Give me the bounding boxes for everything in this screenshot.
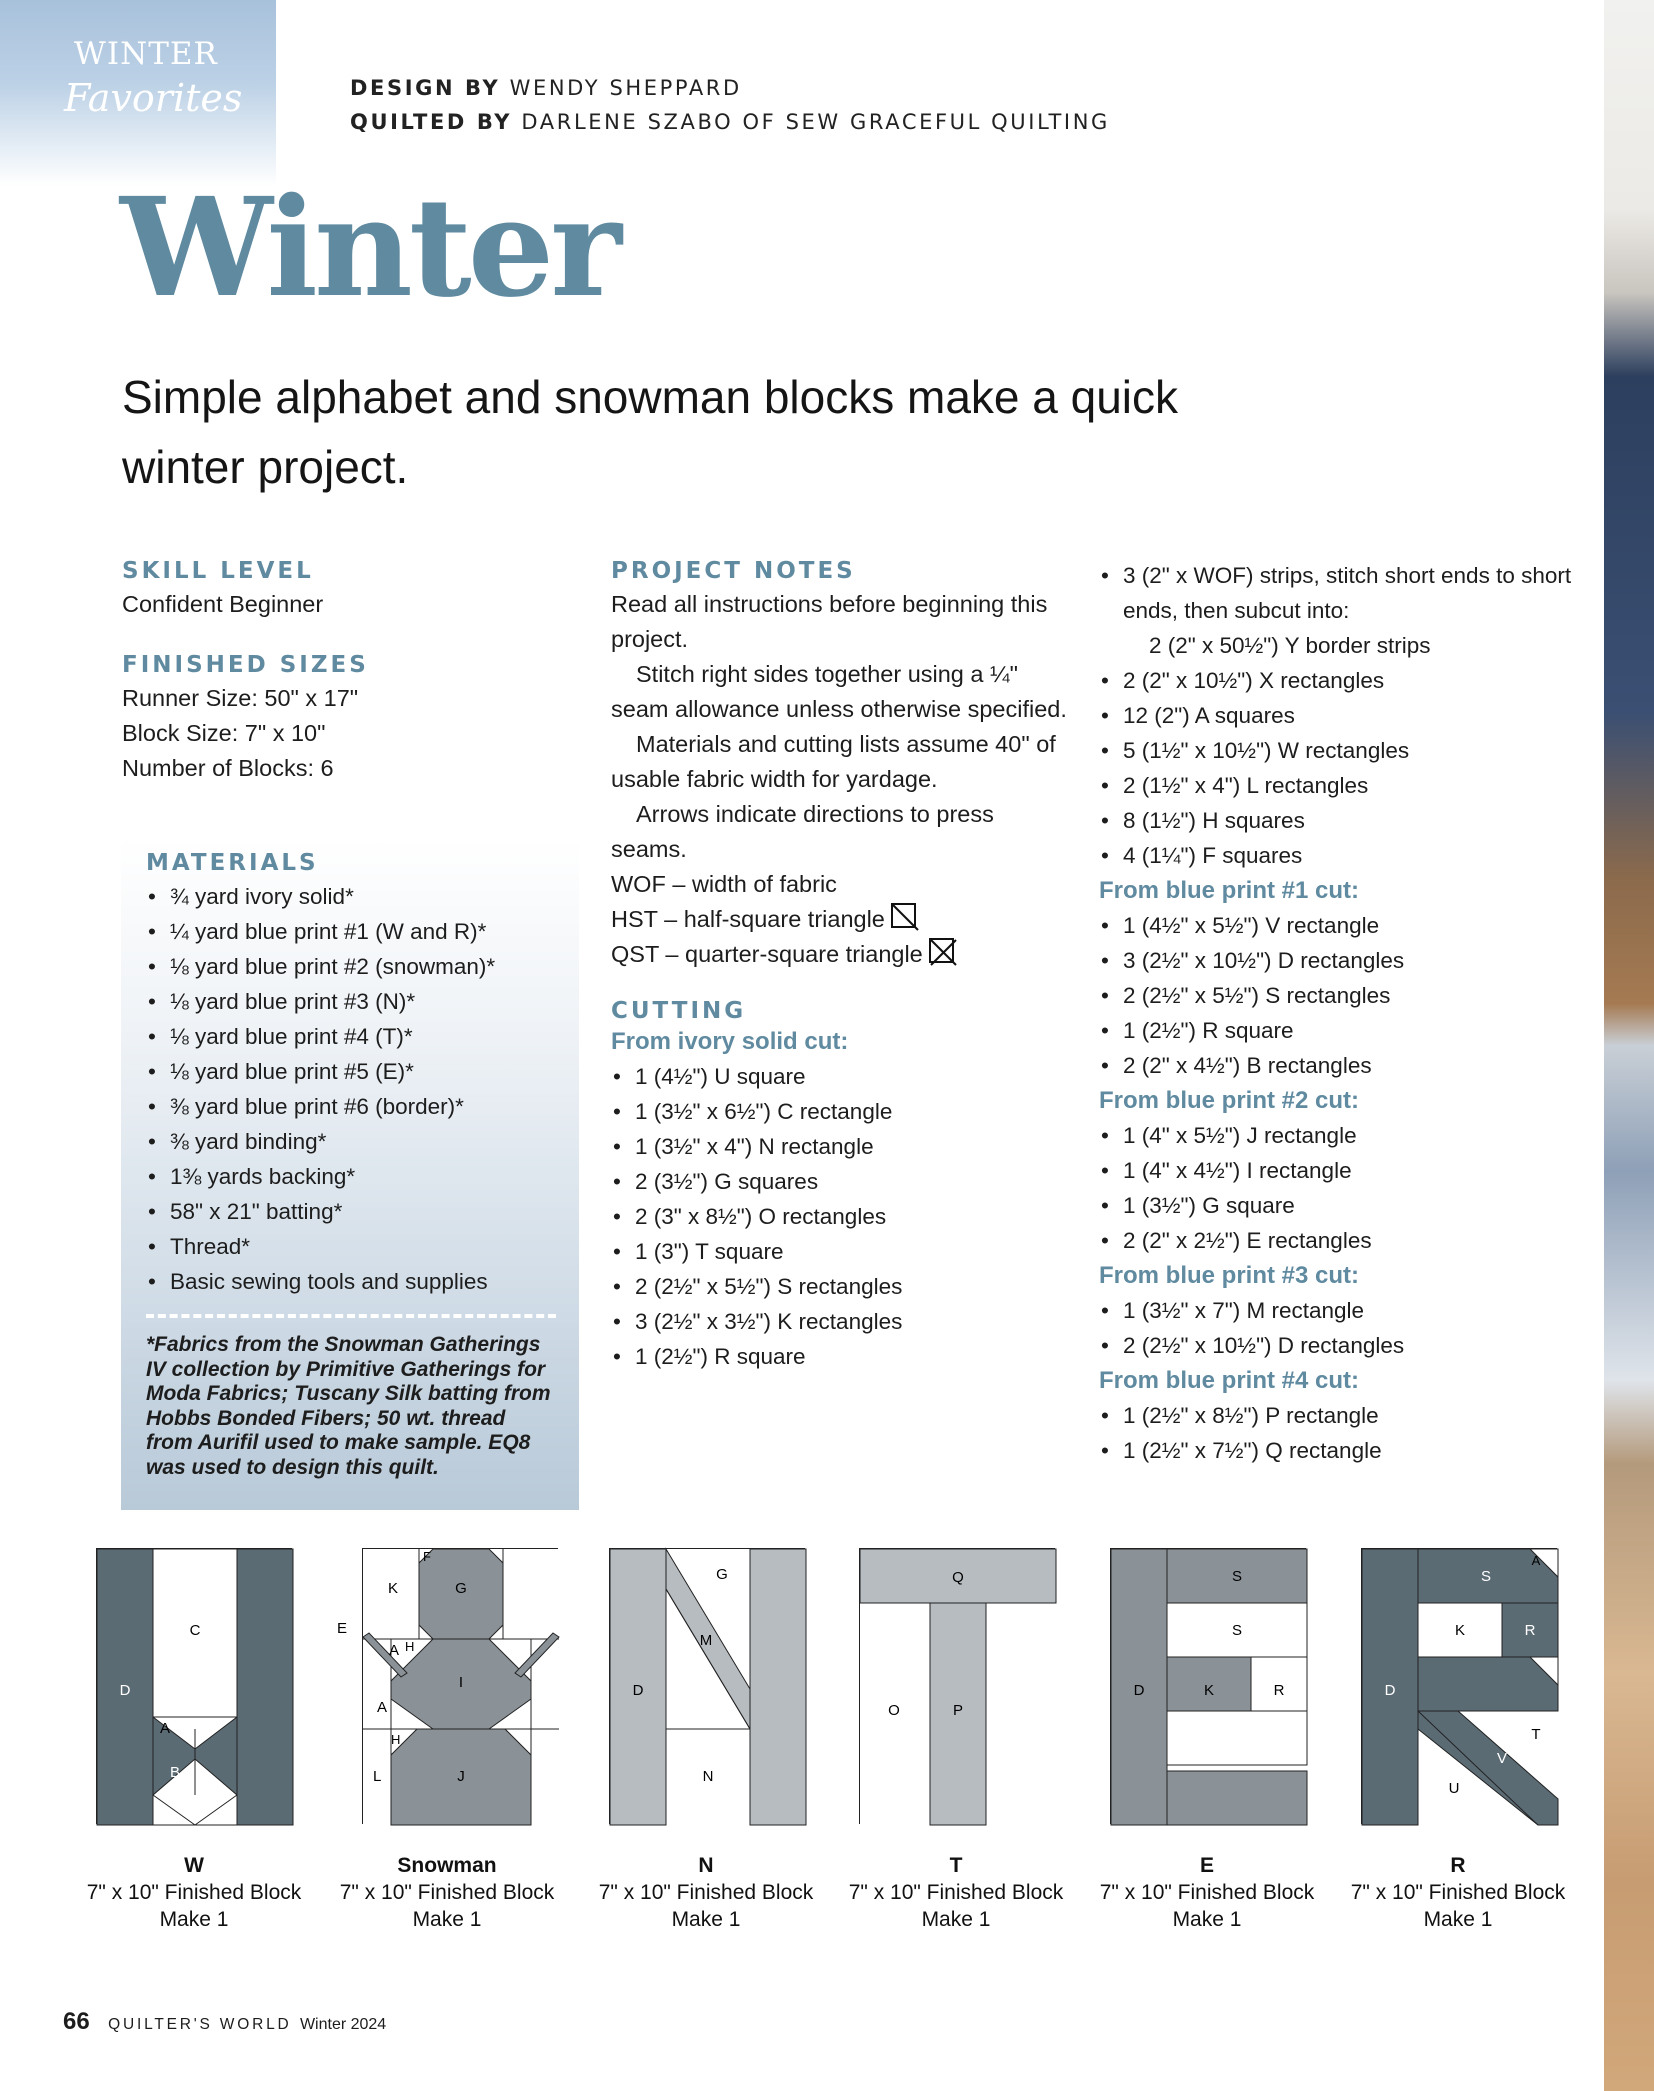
block-r-diagram xyxy=(1361,1548,1557,1824)
size-runner: Runner Size: 50" x 17" xyxy=(122,685,359,711)
label-s2: S xyxy=(1231,1622,1243,1639)
caption-r: R 7" x 10" Finished Block Make 1 xyxy=(1350,1854,1566,1931)
blue4-list xyxy=(1099,1398,1599,1468)
list-item: • ⅛ yard blue print #3 (N)* xyxy=(146,984,553,1019)
brand-corner xyxy=(0,0,276,186)
quilted-credit: QUILTED BY DARLENE SZABO OF SEW GRACEFUL QUILTING xyxy=(350,110,1110,134)
list-item: • ⅛ yard blue print #4 (T)* xyxy=(146,1019,553,1054)
list-item: • 3 (2½" x 3½") K rectangles xyxy=(611,1304,1071,1339)
list-item: • 1 (3½" x 4") N rectangle xyxy=(611,1129,1071,1164)
list-item: • 3 (2½" x 10½") D rectangles xyxy=(1099,943,1599,978)
list-item: • 2 (2½" x 10½") D rectangles xyxy=(1099,1328,1599,1363)
sizes-heading: FINISHED SIZES xyxy=(122,652,369,678)
skill-heading: SKILL LEVEL xyxy=(122,558,314,584)
label-f: F xyxy=(423,1549,431,1564)
label-r: R xyxy=(1524,1622,1536,1639)
ivory-heading: From ivory solid cut: xyxy=(611,1028,849,1055)
label-i: I xyxy=(458,1674,464,1691)
caption-n: N 7" x 10" Finished Block Make 1 xyxy=(598,1854,814,1931)
list-item: • 1 (3") T square xyxy=(611,1234,1071,1269)
label-a2: A xyxy=(377,1699,388,1716)
label-a: A xyxy=(159,1720,171,1737)
materials-box xyxy=(121,838,579,1510)
label-a1: A xyxy=(389,1642,400,1659)
list-item: • 1 (4" x 5½") J rectangle xyxy=(1099,1118,1599,1153)
blue2-heading: From blue print #2 cut: xyxy=(1099,1087,1360,1114)
issue: Winter 2024 xyxy=(299,2016,387,2033)
cutting-heading: CUTTING xyxy=(611,998,747,1024)
ivory-subcut: 2 (2" x 50½") Y border strips xyxy=(1149,633,1431,658)
design-credit: DESIGN BY WENDY SHEPPARD xyxy=(350,76,742,100)
label-s1: S xyxy=(1231,1568,1243,1585)
list-item: • 1 (2½" x 8½") P rectangle xyxy=(1099,1398,1599,1433)
list-item: • 2 (2" x 2½") E rectangles xyxy=(1099,1223,1599,1258)
list-item: • 2 (2" x 10½") X rectangles xyxy=(1099,663,1599,698)
qst-icon xyxy=(929,938,954,963)
brand-line1: WINTER xyxy=(74,36,218,72)
note-p3: Materials and cutting lists assume 40" of usable fabric width for yardage. xyxy=(611,731,1056,792)
notes-heading: PROJECT NOTES xyxy=(611,558,856,584)
label-g: G xyxy=(455,1580,467,1597)
skill-value: Confident Beginner xyxy=(122,591,324,617)
page-subtitle: Simple alphabet and snowman blocks make a quick winter project. xyxy=(122,371,1179,493)
caption-snowman: Snowman 7" x 10" Finished Block Make 1 xyxy=(339,1854,555,1931)
label-o: O xyxy=(888,1702,900,1719)
list-item: • 1 (4½") U square xyxy=(611,1059,1071,1094)
list-item: • 2 (1½" x 4") L rectangles xyxy=(1099,768,1599,803)
list-item: • 1 (2½" x 7½") Q rectangle xyxy=(1099,1433,1599,1468)
label-h1: H xyxy=(405,1639,415,1654)
block-e-diagram xyxy=(1110,1548,1306,1824)
page-title: Winter xyxy=(120,168,618,328)
label-t: T xyxy=(1531,1726,1541,1743)
label-d: D xyxy=(119,1682,131,1699)
list-item: • 3 (2" x WOF) strips, stitch short ends to short ends, then subcut into: xyxy=(1099,558,1599,628)
column-1 xyxy=(122,558,582,786)
column-2 xyxy=(611,558,1071,1374)
block-w-diagram xyxy=(96,1548,292,1824)
brand-line2: Favorites xyxy=(64,76,243,120)
label-c: C xyxy=(189,1622,201,1639)
list-item: • 4 (1¼") F squares xyxy=(1099,838,1599,873)
list-item: • 1 (4" x 4½") I rectangle xyxy=(1099,1153,1599,1188)
list-item: • 12 (2") A squares xyxy=(1099,698,1599,733)
ivory-list-2 xyxy=(1099,663,1599,873)
column-3 xyxy=(1099,558,1599,1468)
magazine-name: QUILTER'S WORLD xyxy=(108,2016,292,2033)
blue4-heading: From blue print #4 cut: xyxy=(1099,1367,1360,1394)
blue3-list xyxy=(1099,1293,1599,1363)
list-item: • 2 (2½" x 5½") S rectangles xyxy=(611,1269,1071,1304)
size-count: Number of Blocks: 6 xyxy=(122,755,334,781)
label-k: K xyxy=(1454,1622,1466,1639)
caption-w: W 7" x 10" Finished Block Make 1 xyxy=(86,1854,302,1931)
list-item: • 2 (2" x 4½") B rectangles xyxy=(1099,1048,1599,1083)
label-e: E xyxy=(337,1620,348,1637)
list-item: • ⅜ yard binding* xyxy=(146,1124,553,1159)
blue1-heading: From blue print #1 cut: xyxy=(1099,877,1360,904)
list-item: • Thread* xyxy=(146,1229,553,1264)
ivory-list-cont xyxy=(1099,558,1599,628)
list-item: • 5 (1½" x 10½") W rectangles xyxy=(1099,733,1599,768)
label-h2: H xyxy=(391,1732,401,1747)
label-r: R xyxy=(1273,1682,1285,1699)
blue2-list xyxy=(1099,1118,1599,1258)
blue1-list xyxy=(1099,908,1599,1083)
list-item: • ¾ yard ivory solid* xyxy=(146,879,553,914)
blue3-heading: From blue print #3 cut: xyxy=(1099,1262,1360,1289)
label-q: Q xyxy=(952,1569,964,1586)
list-item: • 2 (3½") G squares xyxy=(611,1164,1071,1199)
label-l: L xyxy=(373,1768,382,1785)
label-g: G xyxy=(716,1566,728,1583)
dashed-divider xyxy=(146,1314,556,1318)
note-p2: Stitch right sides together using a ¼" seam allowance unless otherwise specified. xyxy=(611,661,1067,722)
label-d: D xyxy=(632,1682,644,1699)
note-p4: Arrows indicate directions to press seams. xyxy=(611,801,994,862)
label-d: D xyxy=(1384,1682,1396,1699)
size-block: Block Size: 7" x 10" xyxy=(122,720,326,746)
list-item: • 1 (3½" x 7") M rectangle xyxy=(1099,1293,1599,1328)
block-t-diagram xyxy=(859,1548,1055,1824)
list-item: • 1 (3½") G square xyxy=(1099,1188,1599,1223)
list-item: • 1 (4½" x 5½") V rectangle xyxy=(1099,908,1599,943)
list-item: • 1 (2½") R square xyxy=(611,1339,1071,1374)
list-item: • ¼ yard blue print #1 (W and R)* xyxy=(146,914,553,949)
note-qst: QST – quarter-square triangle xyxy=(611,937,1071,972)
list-item: • 1⅜ yards backing* xyxy=(146,1159,553,1194)
label-k: K xyxy=(1203,1682,1215,1699)
label-p: P xyxy=(952,1702,964,1719)
hst-icon xyxy=(891,903,916,928)
label-u: U xyxy=(1448,1780,1460,1797)
list-item: • ⅛ yard blue print #2 (snowman)* xyxy=(146,949,553,984)
side-photo xyxy=(1604,0,1654,2091)
label-b: B xyxy=(169,1764,181,1781)
list-item: • 8 (1½") H squares xyxy=(1099,803,1599,838)
note-p1: Read all instructions before beginning this project. xyxy=(611,591,1048,652)
list-item: • Basic sewing tools and supplies xyxy=(146,1264,553,1299)
list-item: • ⅜ yard blue print #6 (border)* xyxy=(146,1089,553,1124)
list-item: • 58" x 21" batting* xyxy=(146,1194,553,1229)
label-s: S xyxy=(1480,1568,1492,1585)
block-snowman-diagram xyxy=(337,1548,558,1824)
materials-list xyxy=(146,879,553,1299)
label-n: N xyxy=(702,1768,714,1785)
label-j: J xyxy=(457,1768,465,1785)
block-n-diagram xyxy=(609,1548,805,1824)
label-k: K xyxy=(387,1580,399,1597)
note-wof: WOF – width of fabric xyxy=(611,871,837,897)
label-v: V xyxy=(1496,1750,1508,1767)
caption-t: T 7" x 10" Finished Block Make 1 xyxy=(848,1854,1064,1931)
label-a: A xyxy=(1531,1553,1541,1568)
footer xyxy=(63,2008,386,2036)
ivory-list xyxy=(611,1059,1071,1374)
list-item: • 1 (3½" x 6½") C rectangle xyxy=(611,1094,1071,1129)
caption-e: E 7" x 10" Finished Block Make 1 xyxy=(1099,1854,1315,1931)
list-item: • 2 (3" x 8½") O rectangles xyxy=(611,1199,1071,1234)
label-m: M xyxy=(699,1632,713,1649)
materials-heading: MATERIALS xyxy=(146,850,319,876)
list-item: • 2 (2½" x 5½") S rectangles xyxy=(1099,978,1599,1013)
label-d: D xyxy=(1133,1682,1145,1699)
note-hst: HST – half-square triangle xyxy=(611,902,1071,937)
list-item: • ⅛ yard blue print #5 (E)* xyxy=(146,1054,553,1089)
page-number: 66 xyxy=(63,2008,90,2035)
list-item: • 1 (2½") R square xyxy=(1099,1013,1599,1048)
materials-note: *Fabrics from the Snowman Gatherings IV collection by Primitive Gatherings for Moda Fabrics; Tuscany Silk batting from Hobbs Bonded Fibers; 50 wt. thread from Aurifil used to make sample. EQ8 was used to design this quilt. xyxy=(146,1333,551,1479)
